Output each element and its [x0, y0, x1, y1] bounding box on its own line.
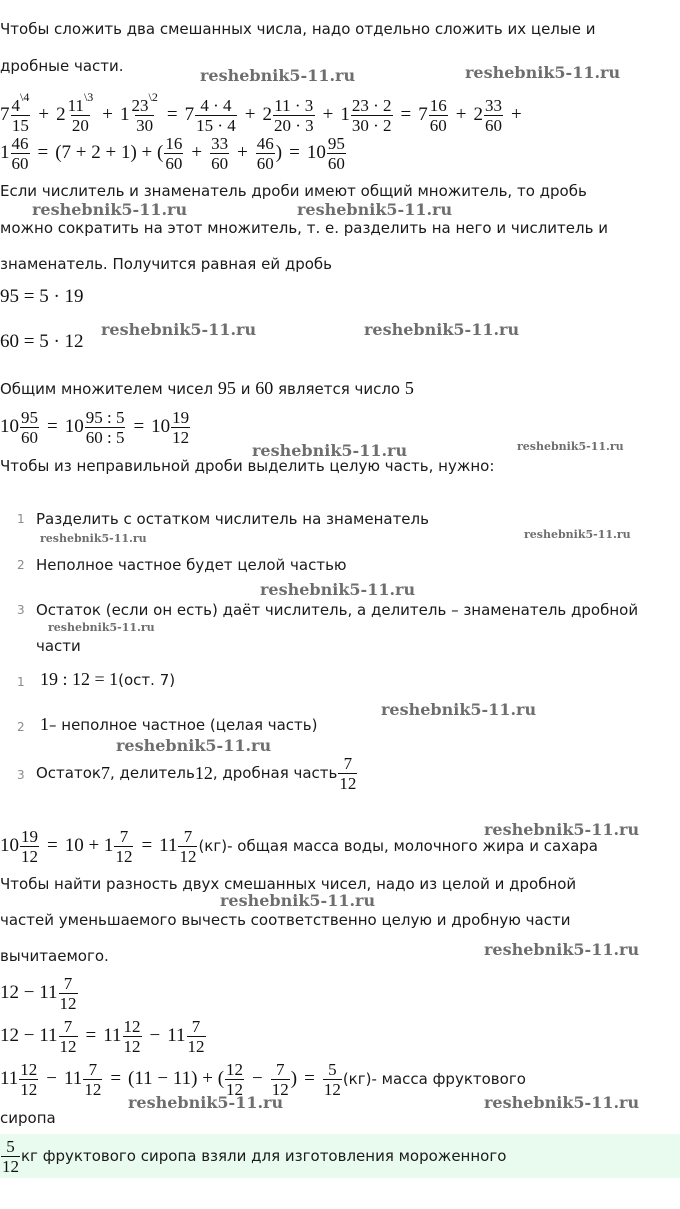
equation-sum-line1: 7 $\frac{4^{\backslash 4}}{15}$ + 2 $\frac{11^{\backslash 3}}{20}$ + 1 $\frac{23^{\backslash 2}}{30}$ = 7 $\frac{4 \cdot 4}{15 \cdot 4}$ + 2 $\frac{11 \cdot 3}{20 \cdot 3}$ + 1 $\frac{23 \cdot 2}{30 \cdot 2}$ = 7 $\frac{16}{60}$ + 2 $\frac{33}{60}$ +: [0, 89, 522, 135]
example-number-3: 3: [17, 768, 25, 782]
watermark: reshebnik5-11.ru: [517, 440, 624, 453]
equation-total-mass: 10 $\frac{19}{12}$ = 10 + 1 $\frac{7}{12}$ = 11 $\frac{7}{12}$ (кг) - общая масса воды, молочного жира и сахара: [0, 826, 598, 866]
paragraph-reduce-line3: знаменатель. Получится равная ей дробь: [0, 255, 333, 273]
value-5: 5: [404, 378, 414, 398]
paragraph-reduce-line1: Если числитель и знаменатель дроби имеют общий множитель, то дробь: [0, 182, 587, 200]
step-1-text: Разделить с остатком числитель на знаменатель: [36, 510, 429, 528]
step-3-text-line1: Остаток (если он есть) даёт числитель, а делитель – знаменатель дробной: [36, 601, 639, 619]
example-number-1: 1: [17, 675, 25, 689]
equation-95-factor: 95 = 5 · 19: [0, 286, 84, 307]
watermark: reshebnik5-11.ru: [297, 200, 453, 219]
watermark: reshebnik5-11.ru: [40, 532, 147, 545]
example-3-post: , дробная часть: [212, 764, 338, 782]
example-3-mid: , делитель: [109, 764, 195, 782]
paragraph-reduce-line2: можно сократить на этот множитель, т. е. разделить на него и числитель и: [0, 219, 608, 237]
equation-sub-1: 12 − 11 $\frac{7}{12}$: [0, 973, 77, 1013]
equation-reduce: 10 $\frac{95}{60}$ = 10 $\frac{95 : 5}{60 : 5}$ = 10 $\frac{19}{12}$: [0, 407, 190, 447]
answer-denominator: 12: [2, 1156, 19, 1176]
watermark: reshebnik5-11.ru: [465, 63, 621, 82]
answer-numerator: 5: [6, 1136, 15, 1156]
watermark: reshebnik5-11.ru: [524, 528, 631, 541]
example-3-pre: Остаток: [36, 764, 101, 782]
answer-line: [0, 1133, 506, 1179]
paragraph-add-mixed-line2: дробные части.: [0, 57, 124, 75]
example-2: [40, 714, 317, 735]
watermark: reshebnik5-11.ru: [128, 1093, 284, 1112]
watermark: reshebnik5-11.ru: [200, 66, 356, 85]
watermark: reshebnik5-11.ru: [252, 441, 408, 460]
example-2-value: 1: [40, 714, 49, 734]
watermark: reshebnik5-11.ru: [484, 940, 640, 959]
watermark: reshebnik5-11.ru: [381, 700, 537, 719]
example-3: Остаток 7 , делитель 12 , дробная часть $\frac{7}{12}$: [36, 753, 357, 793]
paragraph-common-factor: [0, 378, 414, 399]
value-95: 95: [217, 378, 236, 398]
equation-sum-line2: 1 $\frac{46}{60}$ = (7 + 2 + 1) + ( $\frac{16}{60}$ + $\frac{33}{60}$ + $\frac{46}{60}$ ) = 10 $\frac{95}{60}$: [0, 133, 345, 173]
example-number-2: 2: [17, 720, 25, 734]
watermark: reshebnik5-11.ru: [101, 320, 257, 339]
paragraph-improper-fraction: Чтобы из неправильной дроби выделить целую часть, нужно:: [0, 457, 495, 475]
watermark: reshebnik5-11.ru: [260, 580, 416, 599]
watermark: reshebnik5-11.ru: [364, 320, 520, 339]
answer-text: кг фруктового сиропа взяли для изготовления мороженного: [21, 1147, 507, 1165]
paragraph-add-mixed-line1: Чтобы сложить два смешанных числа, надо отдельно сложить их целые и: [0, 20, 596, 38]
common-factor-post: является число: [278, 380, 401, 398]
example-1: [40, 669, 175, 690]
total-caption: - общая масса воды, молочного жира и сахара: [227, 837, 598, 855]
syrup-unit: (кг): [342, 1070, 372, 1088]
step-number-1: 1: [17, 512, 25, 526]
total-unit: (кг): [198, 837, 228, 855]
step-number-2: 2: [17, 558, 25, 572]
example-1-suffix: (ост. 7): [118, 670, 176, 689]
step-number-3: 3: [17, 603, 25, 617]
value-60: 60: [255, 378, 274, 398]
common-factor-and: и: [240, 380, 251, 398]
watermark: reshebnik5-11.ru: [48, 621, 155, 634]
paragraph-subtract-line2: частей уменьшаемого вычесть соответственно целую и дробную части: [0, 911, 571, 929]
watermark: reshebnik5-11.ru: [116, 736, 272, 755]
paragraph-subtract-line1: Чтобы найти разность двух смешанных чисел, надо из целой и дробной: [0, 875, 577, 893]
syrup-caption-line2: сиропа: [0, 1109, 56, 1127]
example-2-suffix: – неполное частное (целая часть): [49, 715, 318, 734]
equation-sub-2: 12 − 11 $\frac{7}{12}$ = 11 $\frac{12}{12}$ − 11 $\frac{7}{12}$: [0, 1016, 205, 1056]
equation-60-factor: 60 = 5 · 12: [0, 331, 84, 352]
step-2-text: Неполное частное будет целой частью: [36, 556, 347, 574]
example-1-expr: 19 : 12 = 1: [40, 669, 119, 689]
syrup-caption: - масса фруктового: [371, 1070, 526, 1088]
equation-sub-3: 11 $\frac{12}{12}$ − 11 $\frac{7}{12}$ = (11 − 11) + ( $\frac{12}{12}$ − $\frac{7}{12}$ ) = $\frac{5}{12}$ (кг) - масса фруктового: [0, 1059, 526, 1099]
watermark: reshebnik5-11.ru: [484, 1093, 640, 1112]
paragraph-subtract-line3: вычитаемого.: [0, 947, 109, 965]
step-3-text-line2: части: [36, 637, 81, 655]
common-factor-pre: Общим множителем чисел: [0, 380, 214, 398]
example-3-remainder: 7: [100, 762, 110, 783]
watermark: reshebnik5-11.ru: [32, 200, 188, 219]
watermark: reshebnik5-11.ru: [220, 891, 376, 910]
watermark: reshebnik5-11.ru: [484, 820, 640, 839]
example-3-divisor: 12: [194, 762, 213, 783]
